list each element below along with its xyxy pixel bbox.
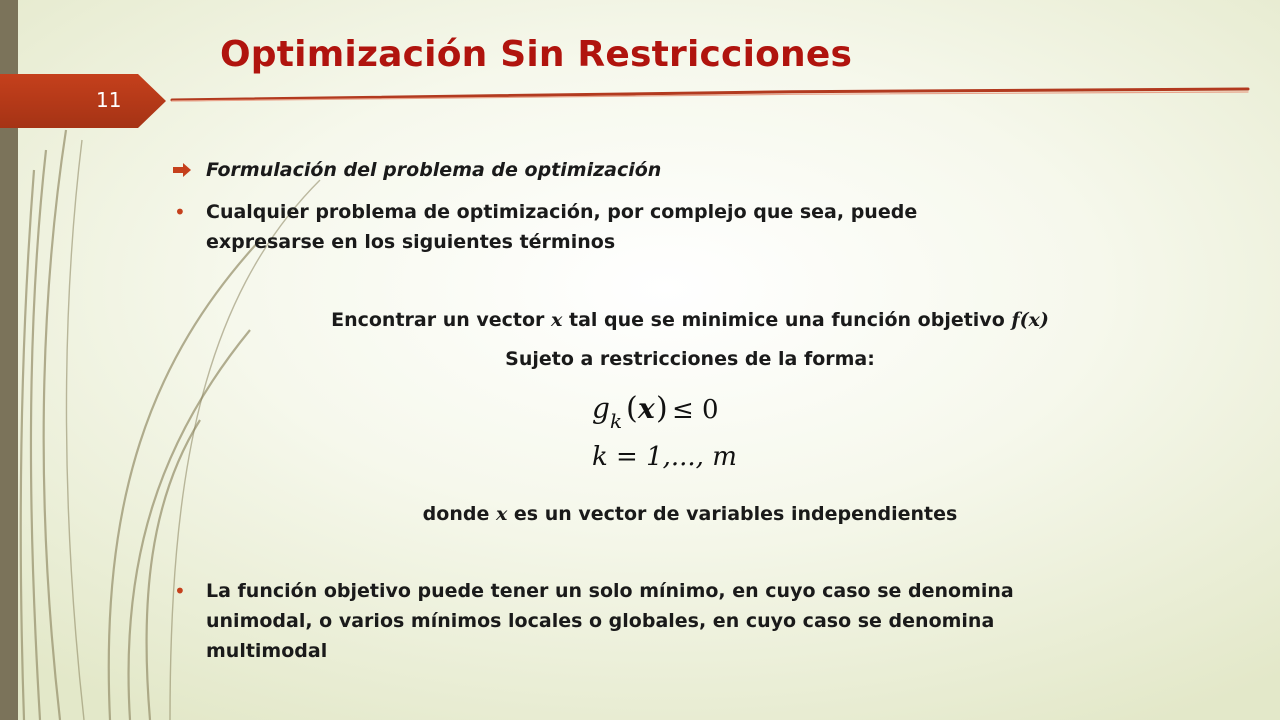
where-line <box>180 499 1200 529</box>
statement-text-2: tal que se minimice una función objetivo <box>562 309 1012 331</box>
bullet-2-line-2: unimodal, o varios mínimos locales o globales, en cuyo caso se denomina <box>206 610 995 632</box>
formula-rparen: ) <box>656 391 668 426</box>
where-vector-x: x <box>495 503 508 525</box>
bullet-2-line-3: multimodal <box>206 640 328 662</box>
statement-line-2: Sujeto a restricciones de la forma: <box>505 348 875 370</box>
formula-lparen: ( <box>626 391 638 426</box>
arrow-right-icon <box>172 160 192 180</box>
section-heading: Formulación del problema de optimización <box>206 159 662 181</box>
bullet-1-line-1: Cualquier problema de optimización, por complejo que sea, puede <box>206 201 918 223</box>
bullet-2-line-1: La función objetivo puede tener un solo mínimo, en cuyo caso se denomina <box>206 580 1014 602</box>
constraint-formula <box>590 390 770 480</box>
bullet-icon: • <box>174 200 186 224</box>
where-text-2: es un vector de variables independientes <box>507 503 958 525</box>
statement-line-1 <box>180 305 1200 335</box>
formula-range: k = 1,..., m <box>592 442 737 472</box>
formula-subscript-k: k <box>610 409 623 433</box>
bullet-icon: • <box>174 579 186 603</box>
statement-text-1: Encontrar un vector <box>331 309 552 331</box>
function-arg: (x) <box>1019 309 1049 331</box>
function-f: f <box>1011 309 1020 331</box>
slide-title: Optimización Sin Restricciones <box>220 34 853 75</box>
vector-x: x <box>551 309 563 331</box>
formula-rhs: ≤ 0 <box>672 395 719 425</box>
formula-g: g <box>592 392 610 425</box>
where-text-1: donde <box>422 503 496 525</box>
formula-x: x <box>638 392 655 425</box>
slide-number: 11 <box>96 88 122 112</box>
bullet-1-line-2: expresarse en los siguientes términos <box>206 231 616 253</box>
